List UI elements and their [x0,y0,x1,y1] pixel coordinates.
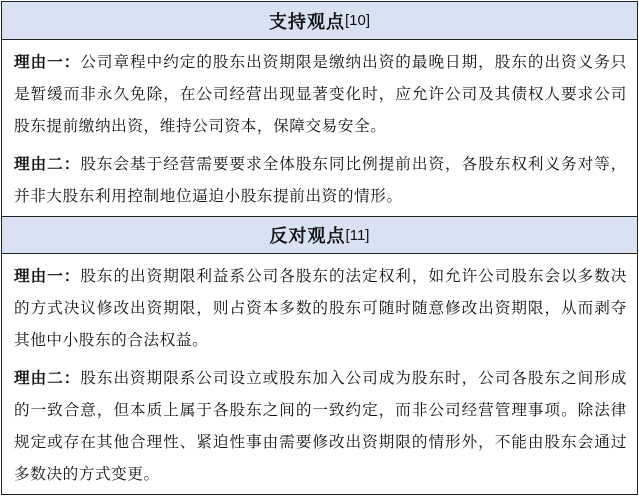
support-reason-2-text: 股东会基于经营需要要求全体股东同比例提前出资，各股东权利义务对等，并非大股东利用控制地位逼迫小股东提前出资的情形。 [14,155,627,205]
oppose-header [2,216,637,254]
oppose-reason-1 [14,260,627,356]
support-reason-2-label: 理由二： [14,154,81,173]
support-section [2,40,637,216]
support-reason-1-text: 公司章程中约定的股东出资期限是缴纳出资的最晚日期，股东的出资义务只是暂缓而非永久免除，在公司经营出现显著变化时，应允许公司及其债权人要求公司股东提前缴纳出资，维持公司资本，保障交易安全。 [14,53,627,135]
support-header [2,2,637,40]
oppose-section [2,254,637,494]
viewpoints-table [1,1,638,495]
oppose-reason-1-label: 理由一： [14,266,81,285]
oppose-citation: [11] [345,226,370,244]
support-reason-1 [14,46,627,142]
oppose-reason-1-text: 股东的出资期限利益系公司各股东的法定权利，如允许公司股东会以多数决的方式决议修改出资期限，则占资本多数的股东可随时随意修改出资期限，从而剥夺其他中小股东的合法权益。 [14,267,627,349]
support-reason-1-label: 理由一： [14,52,81,71]
support-title: 支持观点 [268,11,345,33]
support-citation: [10] [344,12,371,29]
oppose-reason-2 [14,362,627,490]
support-reason-2 [14,148,627,212]
oppose-reason-2-text: 股东出资期限系公司设立或股东加入公司成为股东时，公司各股东之间形成的一致合意，但本质上属于各股东之间的一致约定，而非公司经营管理事项。除法律规定或存在其他合理性、紧迫性事由需要修改出资期限的情形外，不能由股东会通过多数决的方式变更。 [14,369,627,483]
oppose-reason-2-label: 理由二： [14,368,81,387]
oppose-title: 反对观点 [269,226,346,247]
